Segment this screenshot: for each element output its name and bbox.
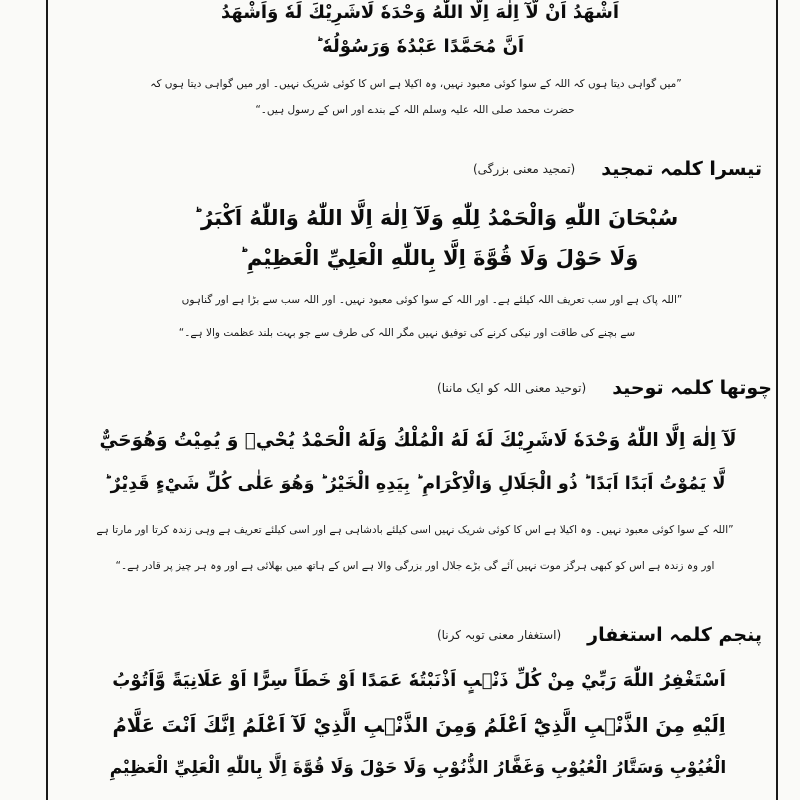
kalima-4-arabic-line-1: لَآ اِلٰهَ اِلَّا اللّٰهُ وَحْدَهٗ لَاشَرِيْكَ لَهٗ لَهُ الْمُلْكُ وَلَهُ الْحَمْدُ يُحْيٖ وَ يُمِيْتُ وَهُوَحَيٌّ — [99, 430, 737, 451]
kalima-5-arabic-line-2: اِلَيْهِ مِنَ الذَّنْۢبِ الَّذِيْٓ اَعْلَمُ وَمِنَ الذَّنْۢبِ الَّذِيْ لَآ اَعْلَمُ اِنَّكَ اَنْتَ عَلَّامُ — [112, 714, 726, 737]
kalima-3-translation-line-1: ”اللہ پاک ہے اور سب تعریف اللہ کیلئے ہے۔ اور اللہ کے سوا کوئی معبود نہیں۔ اور اللہ سب سے بڑا ہے اور گناہوں — [181, 294, 683, 306]
kalima-3-heading — [473, 158, 762, 180]
kalima-4-title: چوتھا کلمہ توحید — [612, 377, 772, 399]
kalima-2-translation-line-1: ”میں گواہی دیتا ہوں کہ اللہ کے سوا کوئی معبود نہیں، وہ اکیلا ہے اس کا کوئی شریک نہیں۔ اور میں گواہی دیتا ہوں کہ — [150, 78, 682, 90]
kalima-4-heading — [437, 377, 772, 399]
kalima-5-heading — [437, 624, 762, 646]
kalima-5-meaning: (استغفار معنی توبہ کرنا) — [436, 628, 562, 642]
kalima-5-title: پنجم کلمہ استغفار — [587, 624, 762, 646]
right-margin-rule — [776, 0, 778, 800]
kalima-3-arabic-line-2: وَلَا حَوْلَ وَلَا قُوَّةَ اِلَّا بِاللّٰهِ الْعَلِيِّ الْعَظِيْمِ ؕ — [239, 246, 639, 270]
kalima-3-meaning: (تمجید معنی بزرگی) — [472, 162, 576, 176]
kalima-4-translation-line-2: اور وہ زندہ ہے اس کو کبھی ہرگز موت نہیں آئے گی بڑے جلال اور بزرگی والا ہے اس کے ہاتھ میں بھلائی ہے اور وہ ہر چیز پر قادر ہے۔“ — [115, 560, 715, 572]
kalima-4-arabic-line-2: لَّا يَمُوْتُ اَبَدًا اَبَدًا ؕ ذُو الْجَلَالِ وَالْاِكْرَامِ ؕ بِيَدِهِ الْخَيْرُ ؕ وَهُوَ عَلٰى كُلِّ شَيْءٍ قَدِيْرٌ ؕ — [104, 474, 726, 494]
kalima-3-arabic-line-1: سُبْحَانَ اللّٰهِ وَالْحَمْدُ لِلّٰهِ وَلَآ اِلٰهَ اِلَّا اللّٰهُ وَاللّٰهُ اَكْبَرُ ؕ — [193, 206, 679, 230]
kalima-3-translation-line-2: سے بچنے کی طاقت اور نیکی کرنے کی توفیق نہیں مگر اللہ کی طرف سے جو بہت بلند عظمت والا ہے۔“ — [178, 327, 636, 339]
kalima-5-arabic-line-3: الْغُيُوْبِ وَسَتَّارُ الْعُيُوْبِ وَغَفَّارُ الذُّنُوْبِ وَلَا حَوْلَ وَلَا قُوَّةَ اِلَّا بِاللّٰهِ الْعَلِيِّ الْعَظِيْمِ — [109, 758, 727, 778]
kalima-5-arabic-line-1: اَسْتَغْفِرُ اللّٰهَ رَبِّيْ مِنْ كُلِّ ذَنْۢبٍ اَذْنَبْتُهٗ عَمَدًا اَوْ خَطَاً سِرًّا اَوْ عَلَانِيَةً وَّاَتُوْبُ — [112, 670, 726, 691]
kalima-4-translation-line-1: ”اللہ کے سوا کوئی معبود نہیں۔ وہ اکیلا ہے اس کا کوئی شریک نہیں اسی کیلئے بادشاہی ہے اور اسی کیلئے تعریف ہے وہی زندہ کرتا اور مارتا ہے — [96, 524, 734, 536]
kalima-2-arabic-line-2: اَنَّ مُحَمَّدًا عَبْدُهٗ وَرَسُوْلُهٗ ؕ — [315, 36, 525, 57]
kalima-2-translation-line-2: حضرت محمد صلی اللہ علیہ وسلم اللہ کے بندے اور اس کے رسول ہیں۔“ — [255, 104, 575, 116]
left-margin-rule — [46, 0, 48, 800]
kalima-3-title: تیسرا کلمہ تمجید — [601, 158, 762, 180]
kalima-2-arabic-line-1: اَشْهَدُ اَنْ لَّآ اِلٰهَ اِلَّا اللّٰهُ وَحْدَهٗ لَاشَرِيْكَ لَهٗ وَاَشْهَدُ — [220, 2, 620, 23]
kalima-4-meaning: (توحید معنی اللہ کو ایک ماننا) — [437, 381, 587, 395]
